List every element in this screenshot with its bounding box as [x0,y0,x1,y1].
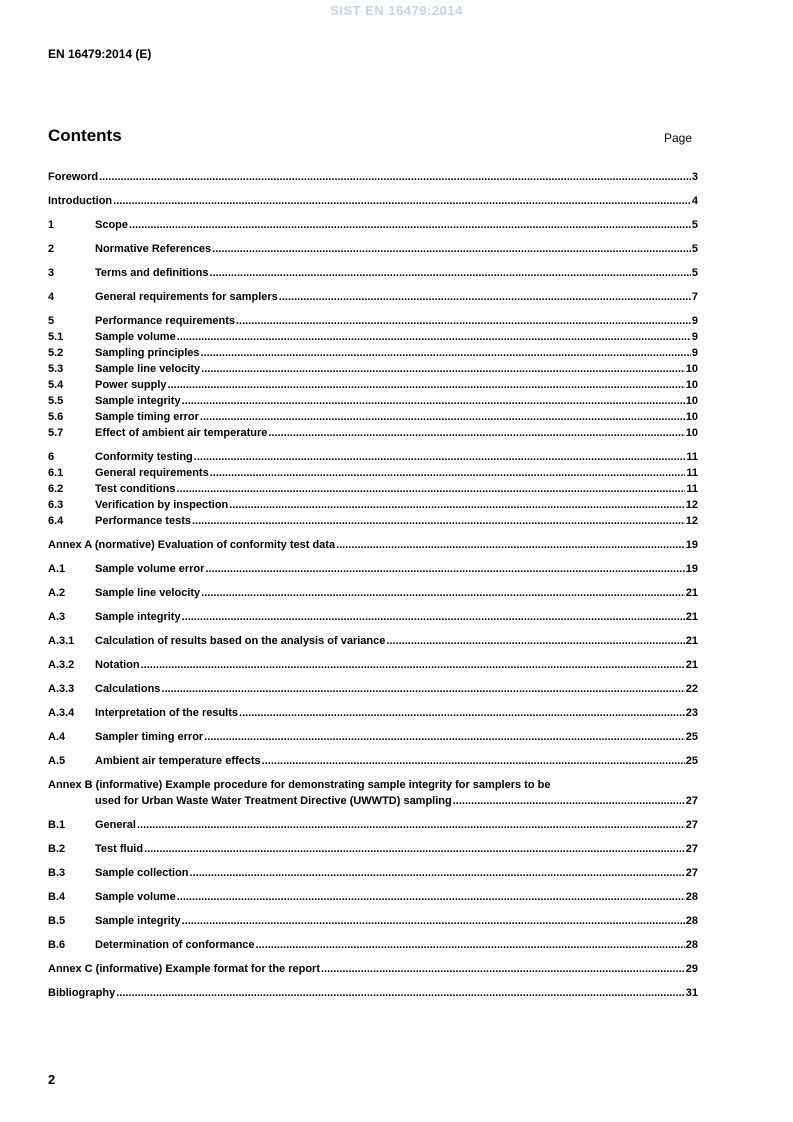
page-title: Contents [48,126,122,145]
toc-entry-number: B.5 [48,915,66,927]
toc-entry-number: A.2 [48,587,66,599]
dot-leader [144,841,685,857]
toc-entry-page: 28 [685,939,698,951]
toc-entry-title: Power supply [95,379,167,391]
toc-entry-title: General [95,819,136,831]
toc-entry[interactable] [48,657,698,673]
toc-entry-page: 22 [685,683,698,695]
dot-leader [386,633,684,649]
toc-entry[interactable] [48,537,698,553]
toc-entry-title: General requirements for samplers [95,291,278,303]
toc-entry-title: Sample volume [95,891,176,903]
toc-entry-number: 5.4 [48,379,64,391]
toc-entry-page: 21 [685,587,698,599]
toc-entry-page: 11 [686,451,698,463]
toc-entry-page: 29 [685,963,698,975]
toc-entry-title: Sample integrity [95,395,181,407]
toc-entry-number: 6 [48,451,55,463]
toc-entry-page: 12 [685,515,698,527]
toc-entry[interactable] [48,681,698,697]
dot-leader [99,169,691,185]
toc-entry-page: 4 [691,195,698,207]
toc-entry-page: 21 [685,659,698,671]
toc-entry-page: 21 [685,635,698,647]
toc-entry-number: B.3 [48,867,66,879]
toc-entry-number: A.5 [48,755,66,767]
dot-leader [192,513,685,529]
dot-leader [205,561,684,577]
toc-entry-title: Normative References [95,243,212,255]
dot-leader [182,913,685,929]
toc-entry-page: 10 [685,411,698,423]
toc-entry[interactable] [48,609,698,625]
toc-entry-page: 27 [685,867,698,879]
toc-entry-title: Sample integrity [95,915,181,927]
toc-entry-number: 6.2 [48,483,64,495]
toc-entry[interactable] [48,265,698,281]
toc-entry-title: Sample volume error [95,563,205,575]
toc-entry-page: 10 [685,395,698,407]
dot-leader [201,361,685,377]
toc-entry-page: 7 [691,291,698,303]
toc-entry-page: 27 [685,795,698,807]
toc-entry[interactable] [48,985,698,1001]
toc-entry-page: 27 [685,843,698,855]
toc-entry[interactable] [48,753,698,769]
toc-entry-number: A.3.4 [48,707,75,719]
toc-entry-page: 11 [686,467,698,479]
toc-entry-title: Terms and definitions [95,267,209,279]
dot-leader [336,537,685,553]
toc-entry-page: 28 [685,915,698,927]
dot-leader [279,289,691,305]
toc-entry-title: Interpretation of the results [95,707,239,719]
toc-entry[interactable] [48,913,698,929]
toc-entry-page: 25 [685,755,698,767]
toc-entry-title: Calculations [95,683,161,695]
dot-leader [137,817,685,833]
toc-entry-page: 5 [691,243,698,255]
toc-entry-title: Sample line velocity [95,363,201,375]
toc-entry-number: 5.3 [48,363,64,375]
toc-entry-title: Calculation of results based on the analysis of variance [95,635,386,647]
toc-entry[interactable] [48,937,698,953]
dot-leader [201,585,685,601]
toc-entry[interactable] [48,169,698,185]
toc-entry-number: 3 [48,267,55,279]
dot-leader [321,961,685,977]
toc-entry-number: A.1 [48,563,66,575]
toc-entry-number: 5.6 [48,411,64,423]
toc-entry-title: Ambient air temperature effects [95,755,261,767]
toc-entry-number: 2 [48,243,55,255]
dot-leader [262,753,685,769]
toc-entry-title: General requirements [95,467,209,479]
toc-entry[interactable] [48,361,698,377]
toc-entry[interactable] [48,705,698,721]
toc-entry-number: 5 [48,315,55,327]
dot-leader [129,217,691,233]
toc-entry-number: 1 [48,219,55,231]
toc-entry-title: Sampling principles [95,347,200,359]
toc-entry-number: A.3.1 [48,635,75,647]
toc-entry-title-continued: used for Urban Waste Water Treatment Directive (UWWTD) sampling [95,795,452,807]
dot-leader [168,377,685,393]
dot-leader [453,793,685,809]
toc-entry[interactable] [48,329,698,345]
toc-entry-page: 19 [685,563,698,575]
toc-entry-page: 9 [691,331,698,343]
toc-entry-number: 5.5 [48,395,64,407]
toc-entry-number: 6.1 [48,467,64,479]
toc-entry[interactable] [48,865,698,881]
toc-entry[interactable] [48,497,698,513]
toc-entry-number: 6.3 [48,499,64,511]
toc-entry-number: B.2 [48,843,66,855]
toc-entry-page: 28 [685,891,698,903]
toc-entry-number: 5.7 [48,427,64,439]
toc-entry-page: 5 [691,219,698,231]
toc-entry[interactable] [48,449,698,465]
toc-entry[interactable] [48,377,698,393]
toc-entry-title: Performance tests [95,515,191,527]
toc-entry-number: B.6 [48,939,66,951]
dot-leader [190,865,685,881]
toc-entry[interactable] [48,841,698,857]
toc-entry-page: 19 [685,539,698,551]
toc-entry[interactable] [48,481,698,497]
dot-leader [229,497,684,513]
dot-leader [177,889,685,905]
toc-entry[interactable] [48,393,698,409]
dot-leader [176,481,685,497]
toc-entry-page: 9 [691,315,698,327]
toc-entry[interactable] [48,961,698,977]
watermark: SIST EN 16479:2014 [330,3,463,18]
dot-leader [161,681,684,697]
dot-leader [200,409,685,425]
dot-leader [182,393,685,409]
dot-leader [236,313,691,329]
toc-entry-title: Sample volume [95,331,176,343]
dot-leader [204,729,685,745]
toc-entry-number: 6.4 [48,515,64,527]
toc-entry-number: B.1 [48,819,66,831]
dot-leader [116,985,685,1001]
toc-entry[interactable] [48,729,698,745]
toc-entry-title: Annex C (informative) Example format for the report [48,963,320,975]
toc-entry-title: Sample line velocity [95,587,201,599]
footer-page-number: 2 [48,1072,56,1087]
toc-entry[interactable] [48,345,698,361]
toc-entry-page: 10 [685,427,698,439]
toc-entry-title: Bibliography [48,987,116,999]
toc-entry-title: Scope [95,219,129,231]
toc-entry[interactable] [48,289,698,305]
toc-entry-number: A.4 [48,731,66,743]
toc-entry-title: Conformity testing [95,451,193,463]
dot-leader [177,329,691,345]
dot-leader [268,425,684,441]
toc-entry-title: Annex B (informative) Example procedure for demonstrating sample integrity for samplers to be [48,779,551,791]
toc-entry[interactable] [48,561,698,577]
toc-entry[interactable] [48,777,698,809]
toc-entry-number: 5.1 [48,331,64,343]
page-column-label: Page [664,131,693,145]
dot-leader [212,241,691,257]
toc-entry-title: Determination of conformance [95,939,255,951]
toc-entry-title: Annex A (normative) Evaluation of conformity test data [48,539,336,551]
toc-entry-page: 10 [685,363,698,375]
toc-entry-title: Sampler timing error [95,731,204,743]
toc-entry[interactable] [48,633,698,649]
toc-entry-page: 27 [685,819,698,831]
toc-entry[interactable] [48,425,698,441]
toc-entry-page: 23 [685,707,698,719]
dot-leader [256,937,685,953]
toc-entry[interactable] [48,585,698,601]
toc-entry-title: Sample integrity [95,611,181,623]
toc-entry-title: Sample collection [95,867,189,879]
toc-entry-number: B.4 [48,891,66,903]
toc-entry-number: A.3 [48,611,66,623]
toc-entry-number: A.3.2 [48,659,75,671]
toc-entry-title: Test fluid [95,843,144,855]
toc-entry[interactable] [48,889,698,905]
dot-leader [182,609,685,625]
toc-entry-number: 5.2 [48,347,64,359]
dot-leader [201,345,691,361]
toc-entry-title: Performance requirements [95,315,235,327]
toc-entry-title: Introduction [48,195,113,207]
toc-entry-number: A.3.3 [48,683,75,695]
toc-entry-title: Foreword [48,171,99,183]
toc-entry-page: 5 [691,267,698,279]
document-id: EN 16479:2014 (E) [48,47,152,61]
toc-entry-page: 10 [685,379,698,391]
toc-entry[interactable] [48,409,698,425]
toc-entry-title: Effect of ambient air temperature [95,427,268,439]
toc-entry[interactable] [48,313,698,329]
dot-leader [141,657,685,673]
toc-entry-page: 12 [685,499,698,511]
toc-entry-title: Notation [95,659,140,671]
dot-leader [210,465,686,481]
toc-entry-page: 3 [691,171,698,183]
dot-leader [194,449,686,465]
toc-entry[interactable] [48,817,698,833]
dot-leader [209,265,690,281]
toc-entry[interactable] [48,465,698,481]
toc-entry-title: Sample timing error [95,411,199,423]
toc-entry-page: 25 [685,731,698,743]
toc-entry-page: 11 [686,483,698,495]
toc-entry-page: 9 [691,347,698,359]
toc-entry[interactable] [48,513,698,529]
toc-entry[interactable] [48,193,698,209]
toc-entry-page: 31 [685,987,698,999]
toc-entry[interactable] [48,241,698,257]
toc-entry-title: Test conditions [95,483,176,495]
toc-entry-page: 21 [685,611,698,623]
toc-entry-number: 4 [48,291,55,303]
dot-leader [239,705,685,721]
toc-entry-title: Verification by inspection [95,499,229,511]
toc-entry[interactable] [48,217,698,233]
dot-leader [113,193,691,209]
